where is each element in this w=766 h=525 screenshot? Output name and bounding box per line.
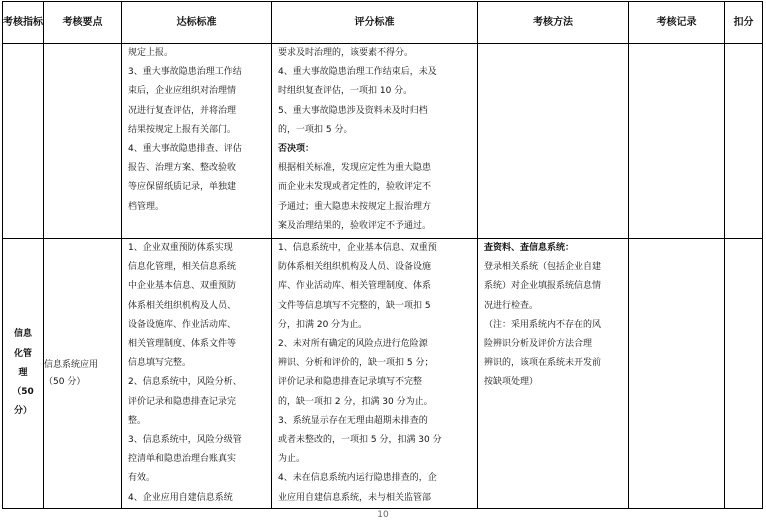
scoring-line: 为止。 — [278, 454, 306, 465]
scoring-cell — [272, 44, 478, 239]
standard-line: 1、企业双重预防体系实现 — [128, 243, 233, 253]
header-key-point: 考核要点 — [44, 2, 122, 44]
standard-line: 控清单和隐患治理台账真实 — [128, 454, 237, 465]
method-line: 系统）对企业填报系统信息情 — [484, 281, 602, 292]
scoring-line: 辨识、分析和评价的，缺一项扣 5 分； — [278, 358, 434, 369]
method-line: 登录相关系统（包括企业自建 — [484, 262, 602, 273]
scoring-line: 要求及时治理的，该要素不得分。 — [278, 48, 414, 58]
standard-line: 报告、治理方案、整改验收 — [128, 163, 237, 174]
standard-line: 4、重大事故隐患排查、评估 — [128, 144, 242, 155]
standard-line: 档管理。 — [128, 201, 165, 212]
standard-line: 相关管理制度、体系文件等 — [128, 339, 237, 350]
standard-line: 信息填写完整。 — [128, 358, 192, 369]
standard-line: 束后，企业应组织对治理情 — [128, 86, 237, 97]
method-cell — [478, 239, 629, 509]
scoring-line: 5、重大事故隐患涉及资料未及时归档 — [278, 105, 428, 116]
scoring-line: 的，缺一项扣 2 分，扣满 30 分为止。 — [278, 396, 433, 407]
scoring-line: 4、未在信息系统内运行隐患排查的，企 — [278, 473, 437, 484]
header-method: 考核方法 — [478, 2, 629, 44]
scoring-line: 2、未对所有确定的风险点进行危险源 — [278, 339, 428, 350]
scoring-line: 业应用自建信息系统，未与相关监管部 — [278, 492, 432, 503]
standard-line: 况进行复查评估，并将治理 — [128, 105, 237, 116]
key-point-cell: 信息系统应用（50 分） — [44, 239, 122, 509]
method-line: 辨识的，该项在系统未开发前 — [484, 358, 602, 369]
standard-line: 3、信息系统中，风险分级管 — [128, 435, 242, 446]
method-cell — [478, 44, 629, 239]
header-standard: 达标标准 — [122, 2, 272, 44]
standard-line: 整。 — [128, 415, 147, 426]
method-line: 按缺项处理） — [484, 377, 539, 388]
indicator-cell — [3, 44, 44, 239]
standard-line: 结果按规定上报有关部门。 — [128, 124, 237, 135]
scoring-line: 文件等信息填写不完整的，缺一项扣 5 — [278, 300, 431, 311]
standard-line: 体系相关组织机构及人员、 — [128, 300, 237, 311]
method-heading: 查资料、查信息系统： — [484, 243, 575, 253]
scoring-line: 或者未整改的，一项扣 5 分，扣满 30 分 — [278, 435, 442, 446]
standard-line: 设备设施库、作业活动库、 — [128, 319, 237, 330]
header-scoring: 评分标准 — [272, 2, 478, 44]
method-line: 况进行检查。 — [484, 300, 539, 311]
scoring-line: 库、作业活动库、相关管理制度、体系 — [278, 281, 432, 292]
scoring-line: 根据相关标准，发现应定性为重大隐患 — [278, 163, 432, 174]
header-record: 考核记录 — [629, 2, 725, 44]
scoring-line: 案及治理结果的，验收评定不予通过。 — [278, 220, 432, 231]
assessment-table — [2, 1, 763, 509]
standard-line: 4、企业应用自建信息系统 — [128, 492, 233, 503]
standard-cell — [122, 239, 272, 509]
key-point-cell — [44, 44, 122, 239]
veto-heading: 否决项： — [278, 144, 315, 155]
table-row — [3, 44, 763, 239]
standard-line: 规定上报。 — [128, 48, 174, 58]
method-line: （注：采用系统内不存在的风 — [484, 319, 602, 330]
scoring-line: 的，一项扣 5 分。 — [278, 124, 353, 135]
method-line: 险辨识分析及评价方法合理 — [484, 339, 593, 350]
scoring-line: 防体系相关组织机构及人员、设备设施 — [278, 262, 432, 273]
table-row — [3, 239, 763, 509]
scoring-line: 分，扣满 20 分为止。 — [278, 319, 368, 330]
scoring-line: 时组织复查评估，一项扣 10 分。 — [278, 86, 413, 97]
scoring-line: 4、重大事故隐患治理工作结束后，未及 — [278, 67, 437, 78]
scoring-line: 评价记录和隐患排查记录填写不完整 — [278, 377, 423, 388]
deduction-cell — [725, 239, 763, 509]
category-cell: 信息 化管 理 （50 分） — [3, 239, 44, 509]
scoring-line: 而企业未发现或者定性的，验收评定不 — [278, 182, 432, 193]
standard-line: 2、信息系统中，风险分析、 — [128, 377, 242, 388]
standard-line: 等应保留纸质记录，单独建 — [128, 182, 237, 193]
scoring-cell — [272, 239, 478, 509]
standard-line: 信息化管理，相关信息系统 — [128, 262, 237, 273]
header-row — [3, 2, 763, 44]
scoring-line: 1、信息系统中，企业基本信息、双重预 — [278, 243, 437, 253]
standard-line: 中企业基本信息、双重预防 — [128, 281, 237, 292]
scoring-line: 予通过；重大隐患未按规定上报治理方 — [278, 201, 432, 212]
deduction-cell — [725, 44, 763, 239]
page-number: 10 — [377, 510, 389, 520]
standard-line: 评价记录和隐患排查记录完 — [128, 396, 237, 407]
standard-line: 有效。 — [128, 473, 156, 484]
record-cell — [629, 239, 725, 509]
record-cell — [629, 44, 725, 239]
standard-line: 3、重大事故隐患治理工作结 — [128, 67, 242, 78]
header-indicator: 考核指标 — [3, 2, 44, 44]
scoring-line: 3、系统显示存在无理由超期未排查的 — [278, 415, 428, 426]
standard-cell — [122, 44, 272, 239]
header-deduction: 扣分 — [725, 2, 763, 44]
